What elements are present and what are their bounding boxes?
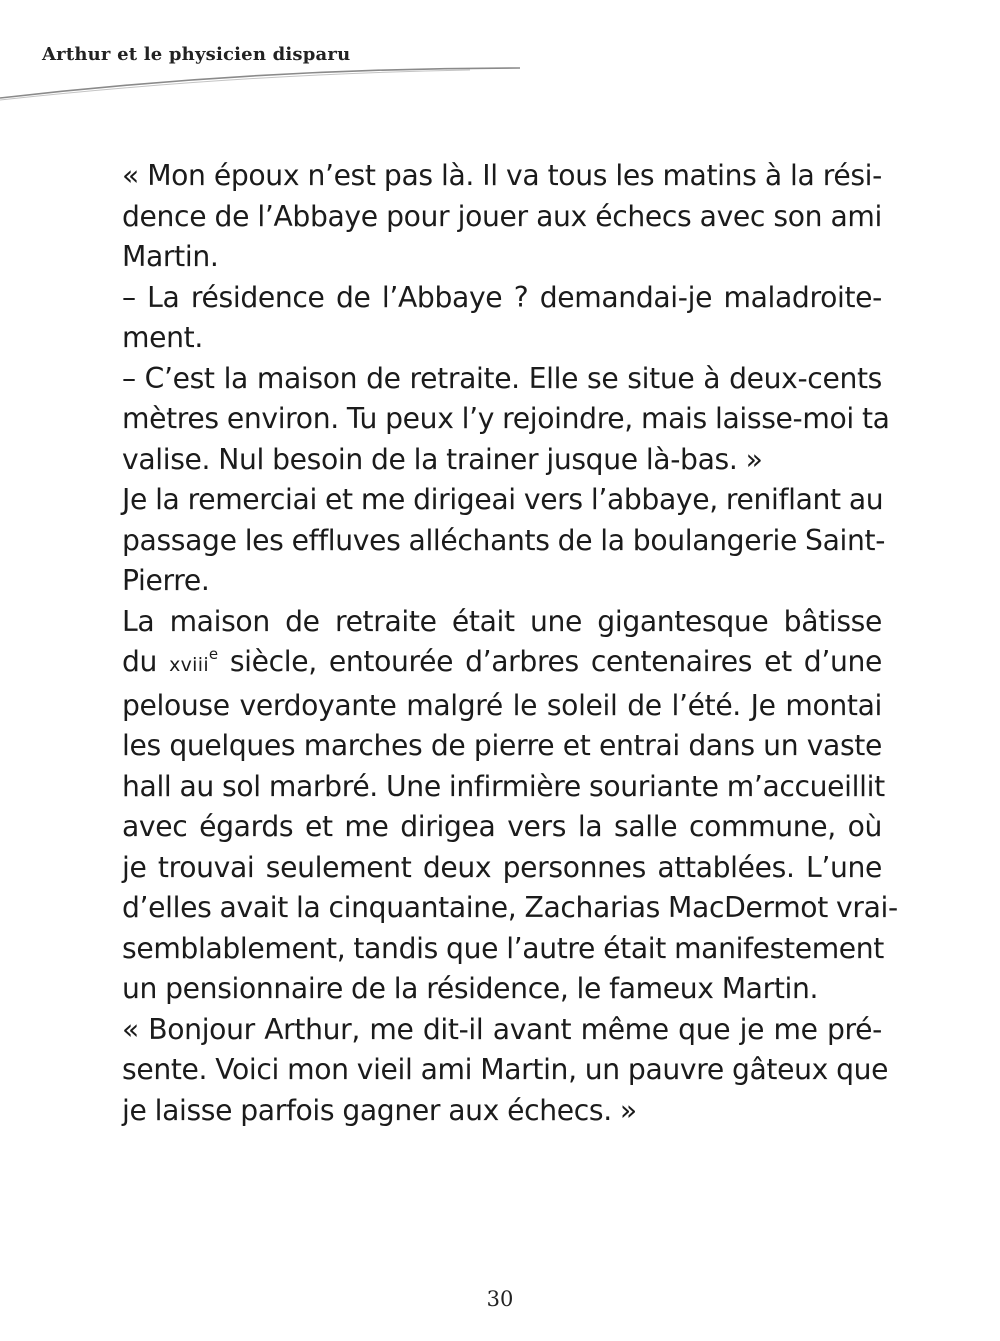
body-text xyxy=(122,156,898,1131)
century-prefix: du xyxy=(122,645,158,678)
text-line: Je la remerciai et me dirigeai vers l’abbaye, reniflant au xyxy=(122,483,884,516)
text-line: Pierre. xyxy=(122,564,210,597)
text-line: La maison de retraite était une gigantesque bâtisse xyxy=(122,604,882,638)
century-numeral: xviii xyxy=(169,654,209,676)
text-line: mètres environ. Tu peux l’y rejoindre, mais laisse-moi ta xyxy=(122,402,890,435)
text-line: je trouvai seulement deux personnes attablées. L’une xyxy=(122,850,882,884)
text-line: « Bonjour Arthur, me dit-il avant même que je me pré- xyxy=(122,1012,882,1046)
text-line: hall au sol marbré. Une infirmière souriante m’accueillit xyxy=(122,769,885,803)
text-line: semblablement, tandis que l’autre était manifestement xyxy=(122,931,885,965)
text-line: – C’est la maison de retraite. Elle se situe à deux-cents xyxy=(122,361,882,395)
text-line: passage les effluves alléchants de la boulangerie Saint- xyxy=(122,523,886,557)
text-line: avec égards et me dirigea vers la salle commune, où xyxy=(122,810,882,843)
century-superscript: e xyxy=(208,645,218,663)
text-line: je laisse parfois gagner aux échecs. » xyxy=(122,1093,637,1127)
header-swoosh-rule xyxy=(0,60,540,104)
text-line: Martin. xyxy=(122,240,219,273)
text-line: d’elles avait la cinquantaine, Zacharias MacDermot vrai- xyxy=(122,891,898,924)
text-line: ment. xyxy=(122,321,203,354)
text-line: – La résidence de l’Abbaye ? demandai-je maladroite- xyxy=(122,280,882,314)
text-line: un pensionnaire de la résidence, le fameux Martin. xyxy=(122,972,819,1005)
text-line: les quelques marches de pierre et entrai dans un vaste xyxy=(122,729,882,762)
running-head: Arthur et le physicien disparu xyxy=(42,44,351,65)
text-line: sente. Voici mon vieil ami Martin, un pauvre gâteux que xyxy=(122,1053,889,1086)
text-line: « Mon époux n’est pas là. Il va tous les matins à la rési- xyxy=(122,159,882,192)
text-line: valise. Nul besoin de la trainer jusque là-bas. » xyxy=(122,442,763,476)
century-rest: siècle, entourée d’arbres centenaires et d’une xyxy=(229,645,882,678)
text-line: pelouse verdoyante malgré le soleil de l’été. Je montai xyxy=(122,688,882,722)
text-line: dence de l’Abbaye pour jouer aux échecs avec son ami xyxy=(122,199,882,233)
page-number: 30 xyxy=(486,1287,514,1311)
text-line-century xyxy=(122,642,882,686)
